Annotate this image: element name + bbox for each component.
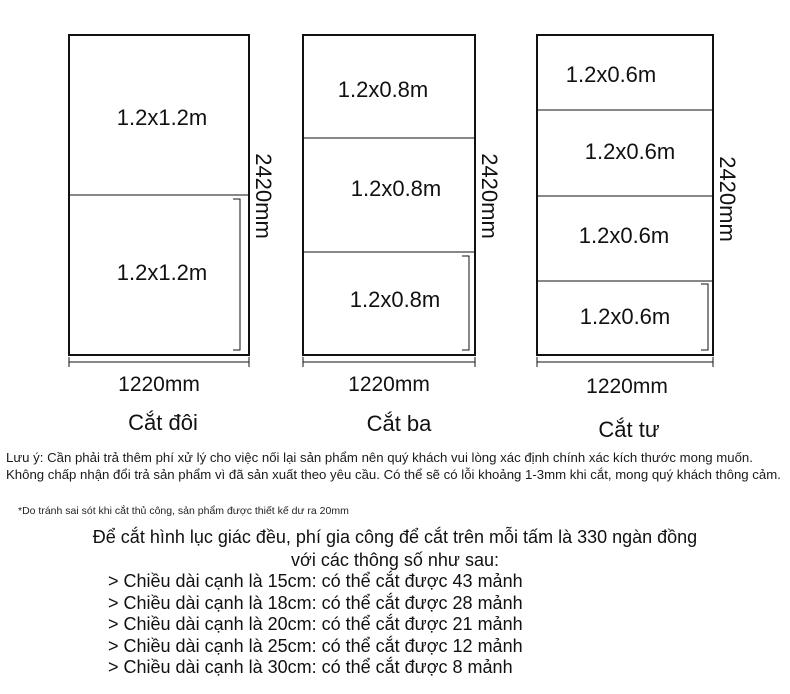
hexagon-intro-line-1: Để cắt hình lục giác đều, phí gia công để cắt trên mỗi tấm là 330 ngàn đồng [92, 527, 698, 547]
panel-double-bracket [233, 199, 240, 350]
width-label: 1220mm [348, 373, 430, 396]
piece-label: 1.2x0.8m [350, 176, 442, 201]
hexagon-intro [0, 526, 790, 572]
piece-label: 1.2x0.6m [565, 62, 657, 87]
piece-label: 1.2x0.8m [337, 77, 429, 102]
panel-caption: Cắt đôi [128, 410, 198, 435]
panel-caption: Cắt ba [366, 411, 432, 436]
hexagon-intro-line-2: với các thông số như sau: [291, 550, 499, 570]
list-item: > Chiều dài cạnh là 20cm: có thể cắt được 21 mảnh [108, 614, 523, 634]
note-small-print: *Do tránh sai sót khi cắt thủ công, sản phẩm được thiết kế dư ra 20mm [18, 505, 349, 517]
hexagon-spec-list [108, 571, 523, 679]
panel-caption: Cắt tư [598, 417, 660, 442]
height-label: 2420mm [251, 153, 276, 239]
piece-label: 1.2x0.6m [584, 139, 676, 164]
panel-triple-bracket [462, 256, 469, 350]
piece-label: 1.2x0.8m [349, 287, 441, 312]
list-item: > Chiều dài cạnh là 18cm: có thể cắt được 28 mảnh [108, 592, 523, 613]
piece-label: 1.2x0.6m [578, 223, 670, 248]
height-label: 2420mm [477, 153, 502, 239]
piece-label: 1.2x1.2m [116, 105, 208, 130]
piece-label: 1.2x0.6m [579, 304, 671, 329]
list-item: > Chiều dài cạnh là 30cm: có thể cắt được 8 mảnh [108, 657, 513, 677]
height-label: 2420mm [715, 156, 740, 242]
width-label: 1220mm [586, 375, 668, 398]
list-item: > Chiều dài cạnh là 25cm: có thể cắt được 12 mảnh [108, 635, 523, 656]
width-label: 1220mm [118, 373, 200, 396]
panel-quad-bracket [701, 284, 708, 350]
list-item: > Chiều dài cạnh là 15cm: có thể cắt được 43 mảnh [108, 571, 523, 591]
note-paragraph: Lưu ý: Cần phải trả thêm phí xử lý cho việc nối lại sản phẩm nên quý khách vui lòng xác định chính xác kích thước mong muốn. Không chấp nhận đổi trả sản phẩm vì đã sản xuất theo yêu cầu. Có thể sẽ có lỗi khoảng 1-3mm khi cắt, mong quý khách thông cảm. [6, 450, 781, 482]
piece-label: 1.2x1.2m [116, 260, 208, 285]
